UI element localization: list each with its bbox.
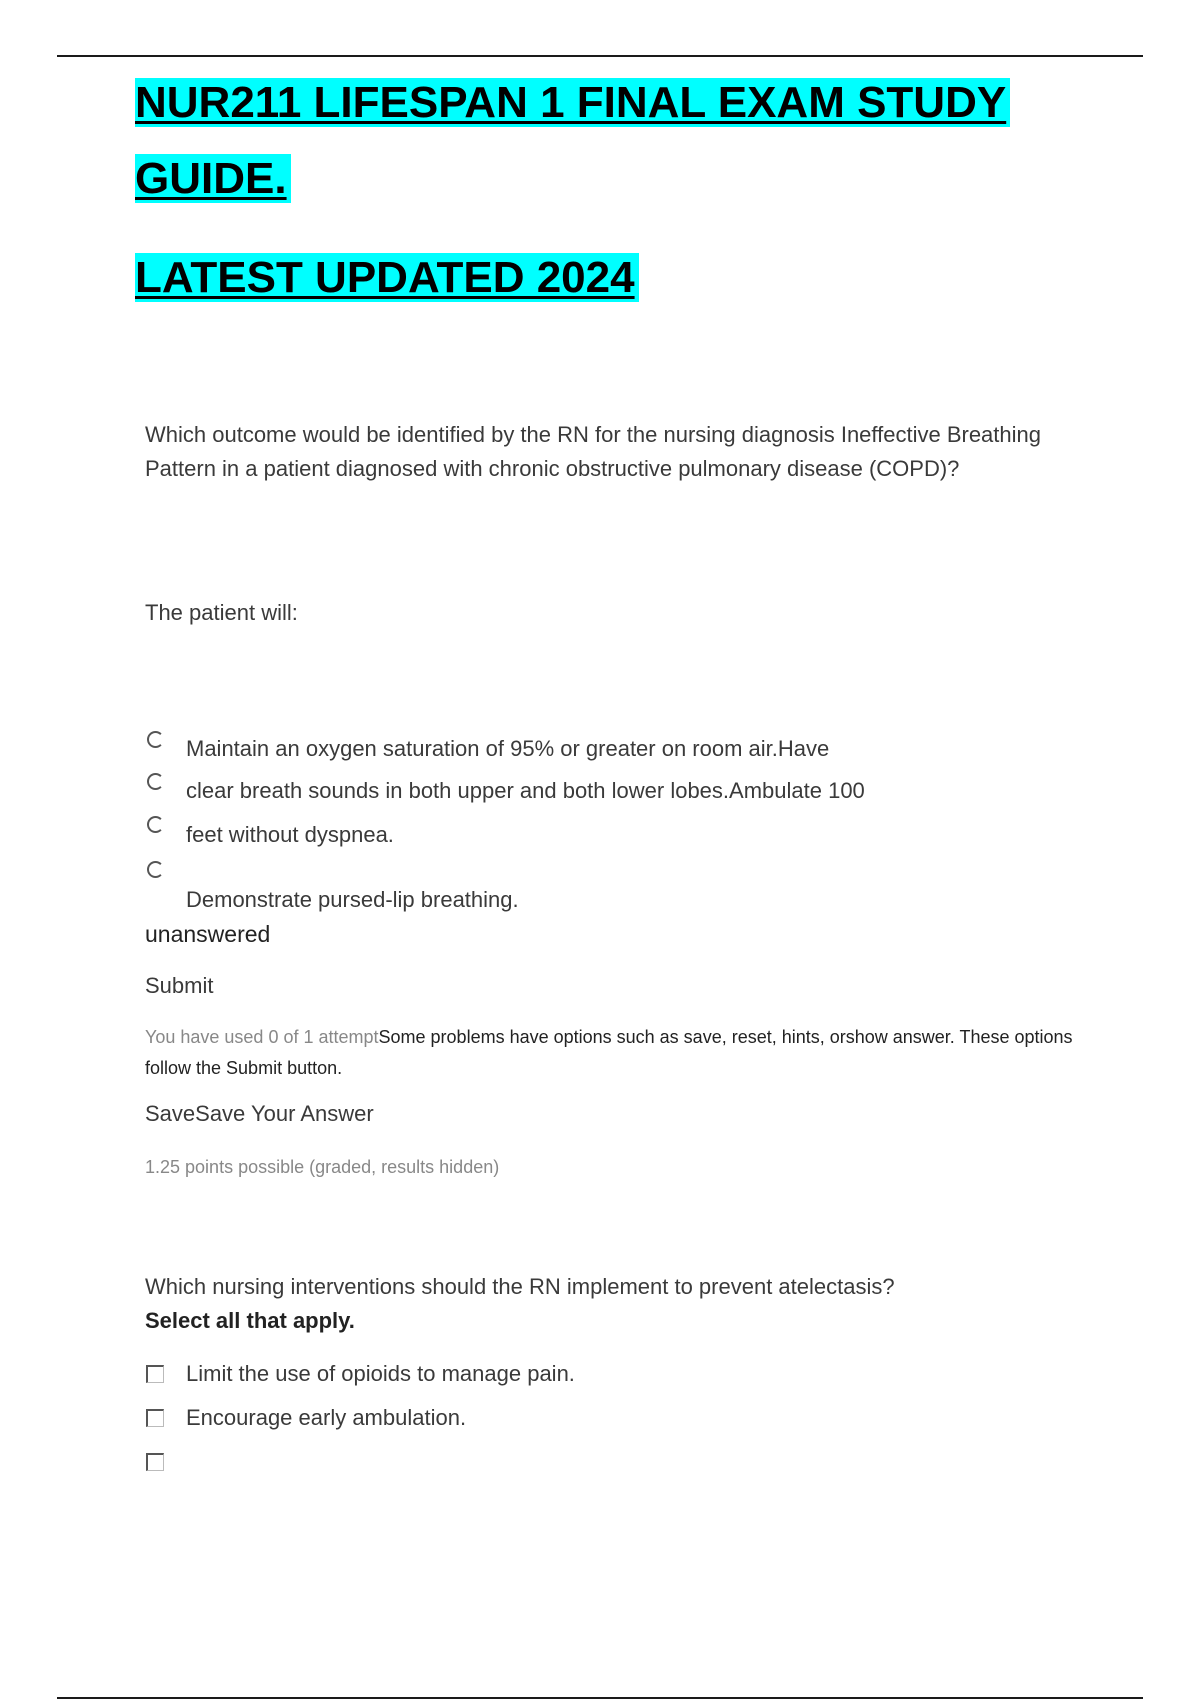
points-info: 1.25 points possible (graded, results hidden) xyxy=(145,1157,500,1177)
option-line: Demonstrate pursed-lip breathing. xyxy=(186,887,519,912)
option-line: feet without dyspnea. xyxy=(186,822,394,847)
attempts-used: You have used 0 of 1 attempt xyxy=(145,1027,379,1047)
question-1-text: Which outcome would be identified by the RN for the nursing diagnosis Ineffective Breathing Pattern in a patient diagnosed with chronic obstructive pulmonary disease (COPD)? xyxy=(145,422,1041,481)
checkbox[interactable] xyxy=(146,1365,164,1383)
document-title-line-2 xyxy=(135,150,291,208)
radio-icon[interactable] xyxy=(147,816,164,833)
checkbox-label: Limit the use of opioids to manage pain. xyxy=(186,1361,575,1386)
title-highlight: NUR211 LIFESPAN 1 FINAL EXAM STUDY xyxy=(135,78,1010,127)
question-2-text xyxy=(145,1270,905,1338)
answer-status: unanswered xyxy=(145,921,271,947)
attempts-note: Some problems have options such as save, reset, hints, orshow answer. These options follow the Submit button. xyxy=(145,1027,1073,1078)
checkbox[interactable] xyxy=(146,1453,164,1471)
title-highlight: GUIDE. xyxy=(135,154,291,203)
document-subtitle xyxy=(135,249,639,307)
question-2-body: Which nursing interventions should the RN implement to prevent atelectasis? xyxy=(145,1274,895,1299)
subtitle-highlight: LATEST UPDATED 2024 xyxy=(135,253,639,302)
question-2-instruction: Select all that apply. xyxy=(145,1308,355,1333)
question-1-prompt: The patient will: xyxy=(145,600,298,625)
document-title-line-1 xyxy=(135,74,1010,132)
save-button[interactable]: SaveSave Your Answer xyxy=(145,1101,374,1126)
option-line: clear breath sounds in both upper and both lower lobes.Ambulate 100 xyxy=(186,778,865,803)
checkbox[interactable] xyxy=(146,1409,164,1427)
bottom-rule xyxy=(57,1697,1143,1699)
attempts-info xyxy=(145,1022,1085,1084)
radio-icon[interactable] xyxy=(147,773,164,790)
checkbox-label: Encourage early ambulation. xyxy=(186,1405,467,1430)
option-line: Maintain an oxygen saturation of 95% or greater on room air.Have xyxy=(186,736,830,761)
radio-icon[interactable] xyxy=(147,731,164,748)
top-rule xyxy=(57,55,1143,57)
radio-icon[interactable] xyxy=(147,861,164,878)
submit-button[interactable]: Submit xyxy=(145,973,214,998)
